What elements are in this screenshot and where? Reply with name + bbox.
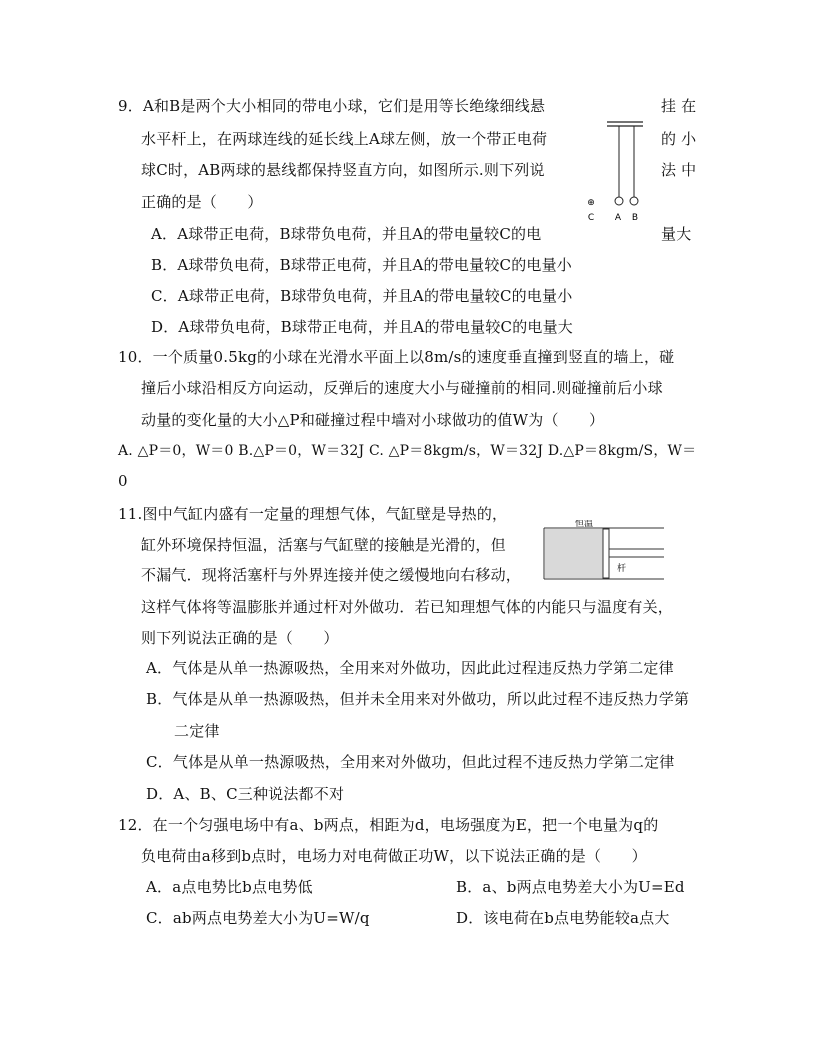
q11-line-1: 11.图中气缸内盛有一定量的理想气体，气缸壁是导热的， xyxy=(118,505,508,523)
q12-option-c: C．ab两点电势差大小为U=W/q xyxy=(146,909,370,927)
q11-option-b: B．气体是从单一热源吸热，但并未全用来对外做功，所以此过程不违反热力学第 xyxy=(146,690,690,708)
q11-cylinder-figure xyxy=(543,520,665,582)
label-a: A xyxy=(614,213,622,223)
q9-line-4: 正确的是（ ） xyxy=(141,193,263,211)
q9-option-a-tail: 量大 xyxy=(661,225,692,243)
q9-option-d: D．A球带负电荷，B球带正电荷，并且A的带电量较C的电量大 xyxy=(151,318,573,336)
q12-line-2: 负电荷由a移到b点时，电场力对电荷做正功W，以下说法正确的是（ ） xyxy=(141,847,647,865)
q9-line-2: 水平杆上，在两球连线的延长线上A球左侧，放一个带正电荷 xyxy=(141,130,548,148)
piston xyxy=(603,529,609,578)
q11-line-4: 这样气体将等温膨胀并通过杆对外做功．若已知理想气体的内能只与温度有关， xyxy=(141,598,674,616)
ball-a xyxy=(615,197,623,205)
q11-line-2: 缸外环境保持恒温，活塞与气缸壁的接触是光滑的，但 xyxy=(141,536,506,554)
q10-line-1: 10．一个质量0.5kg的小球在光滑水平面上以8m/s的速度垂直撞到竖直的墙上，碰 xyxy=(118,348,675,366)
q9-line-3: 球C时，AB两球的悬线都保持竖直方向，如图所示.则下列说 xyxy=(141,161,545,179)
ball-c-plus-label: ⊕ xyxy=(587,198,595,208)
ball-b xyxy=(630,197,638,205)
q11-line-5: 则下列说法正确的是（ ） xyxy=(141,629,339,647)
q9-line-1: 9．A和B是两个大小相同的带电小球，它们是用等长绝缘细线悬 xyxy=(118,97,546,115)
q12-line-1: 12．在一个匀强电场中有a、b两点，相距为d，电场强度为E，把一个电量为q的 xyxy=(118,816,659,834)
q9-option-a: A．A球带正电荷，B球带负电荷，并且A的带电量较C的电 xyxy=(151,225,542,243)
q9-right-fragment-3: 法 中 xyxy=(661,161,697,179)
q11-line-3: 不漏气．现将活塞杆与外界连接并使之缓慢地向右移动， xyxy=(141,566,522,584)
q9-hanging-balls-figure xyxy=(580,118,650,226)
q9-right-fragment-1: 挂 在 xyxy=(661,97,697,115)
q9-right-fragment-2: 的 小 xyxy=(661,130,697,148)
q12-option-a: A．a点电势比b点电势低 xyxy=(146,878,313,896)
label-b: B xyxy=(631,213,639,223)
q11-option-b-wrap: 二定律 xyxy=(174,722,220,740)
q10-options: A. △P＝0，W＝0 B.△P＝0，W＝32J C. △P＝8kgm/s，W＝32J D.△P＝8kgm/S，W＝ xyxy=(118,443,697,459)
q12-option-d: D．该电荷在b点电势能较a点大 xyxy=(456,909,670,927)
gas-region xyxy=(545,529,603,578)
q12-option-b: B．a、b两点电势差大小为U=Ed xyxy=(456,878,685,896)
rod-label: 杆 xyxy=(617,564,627,574)
q11-option-d: D．A、B、C三种说法都不对 xyxy=(146,785,345,803)
q9-option-c: C．A球带正电荷，B球带负电荷，并且A的带电量较C的电量小 xyxy=(151,287,573,305)
q9-option-b: B．A球带负电荷，B球带正电荷，并且A的带电量较C的电量小 xyxy=(151,256,572,274)
env-label: 恒温 xyxy=(575,520,594,529)
q11-option-a: A．气体是从单一热源吸热，全用来对外做功，因此此过程违反热力学第二定律 xyxy=(146,659,674,677)
q10-line-2: 撞后小球沿相反方向运动，反弹后的速度大小与碰撞前的相同.则碰撞前后小球 xyxy=(141,379,663,397)
q11-option-c: C．气体是从单一热源吸热，全用来对外做功，但此过程不违反热力学第二定律 xyxy=(146,753,675,771)
q10-line-3: 动量的变化量的大小△P和碰撞过程中墙对小球做功的值W为（ ） xyxy=(141,411,605,429)
label-c: C xyxy=(587,213,595,223)
q10-options-wrap: 0 xyxy=(118,472,128,490)
